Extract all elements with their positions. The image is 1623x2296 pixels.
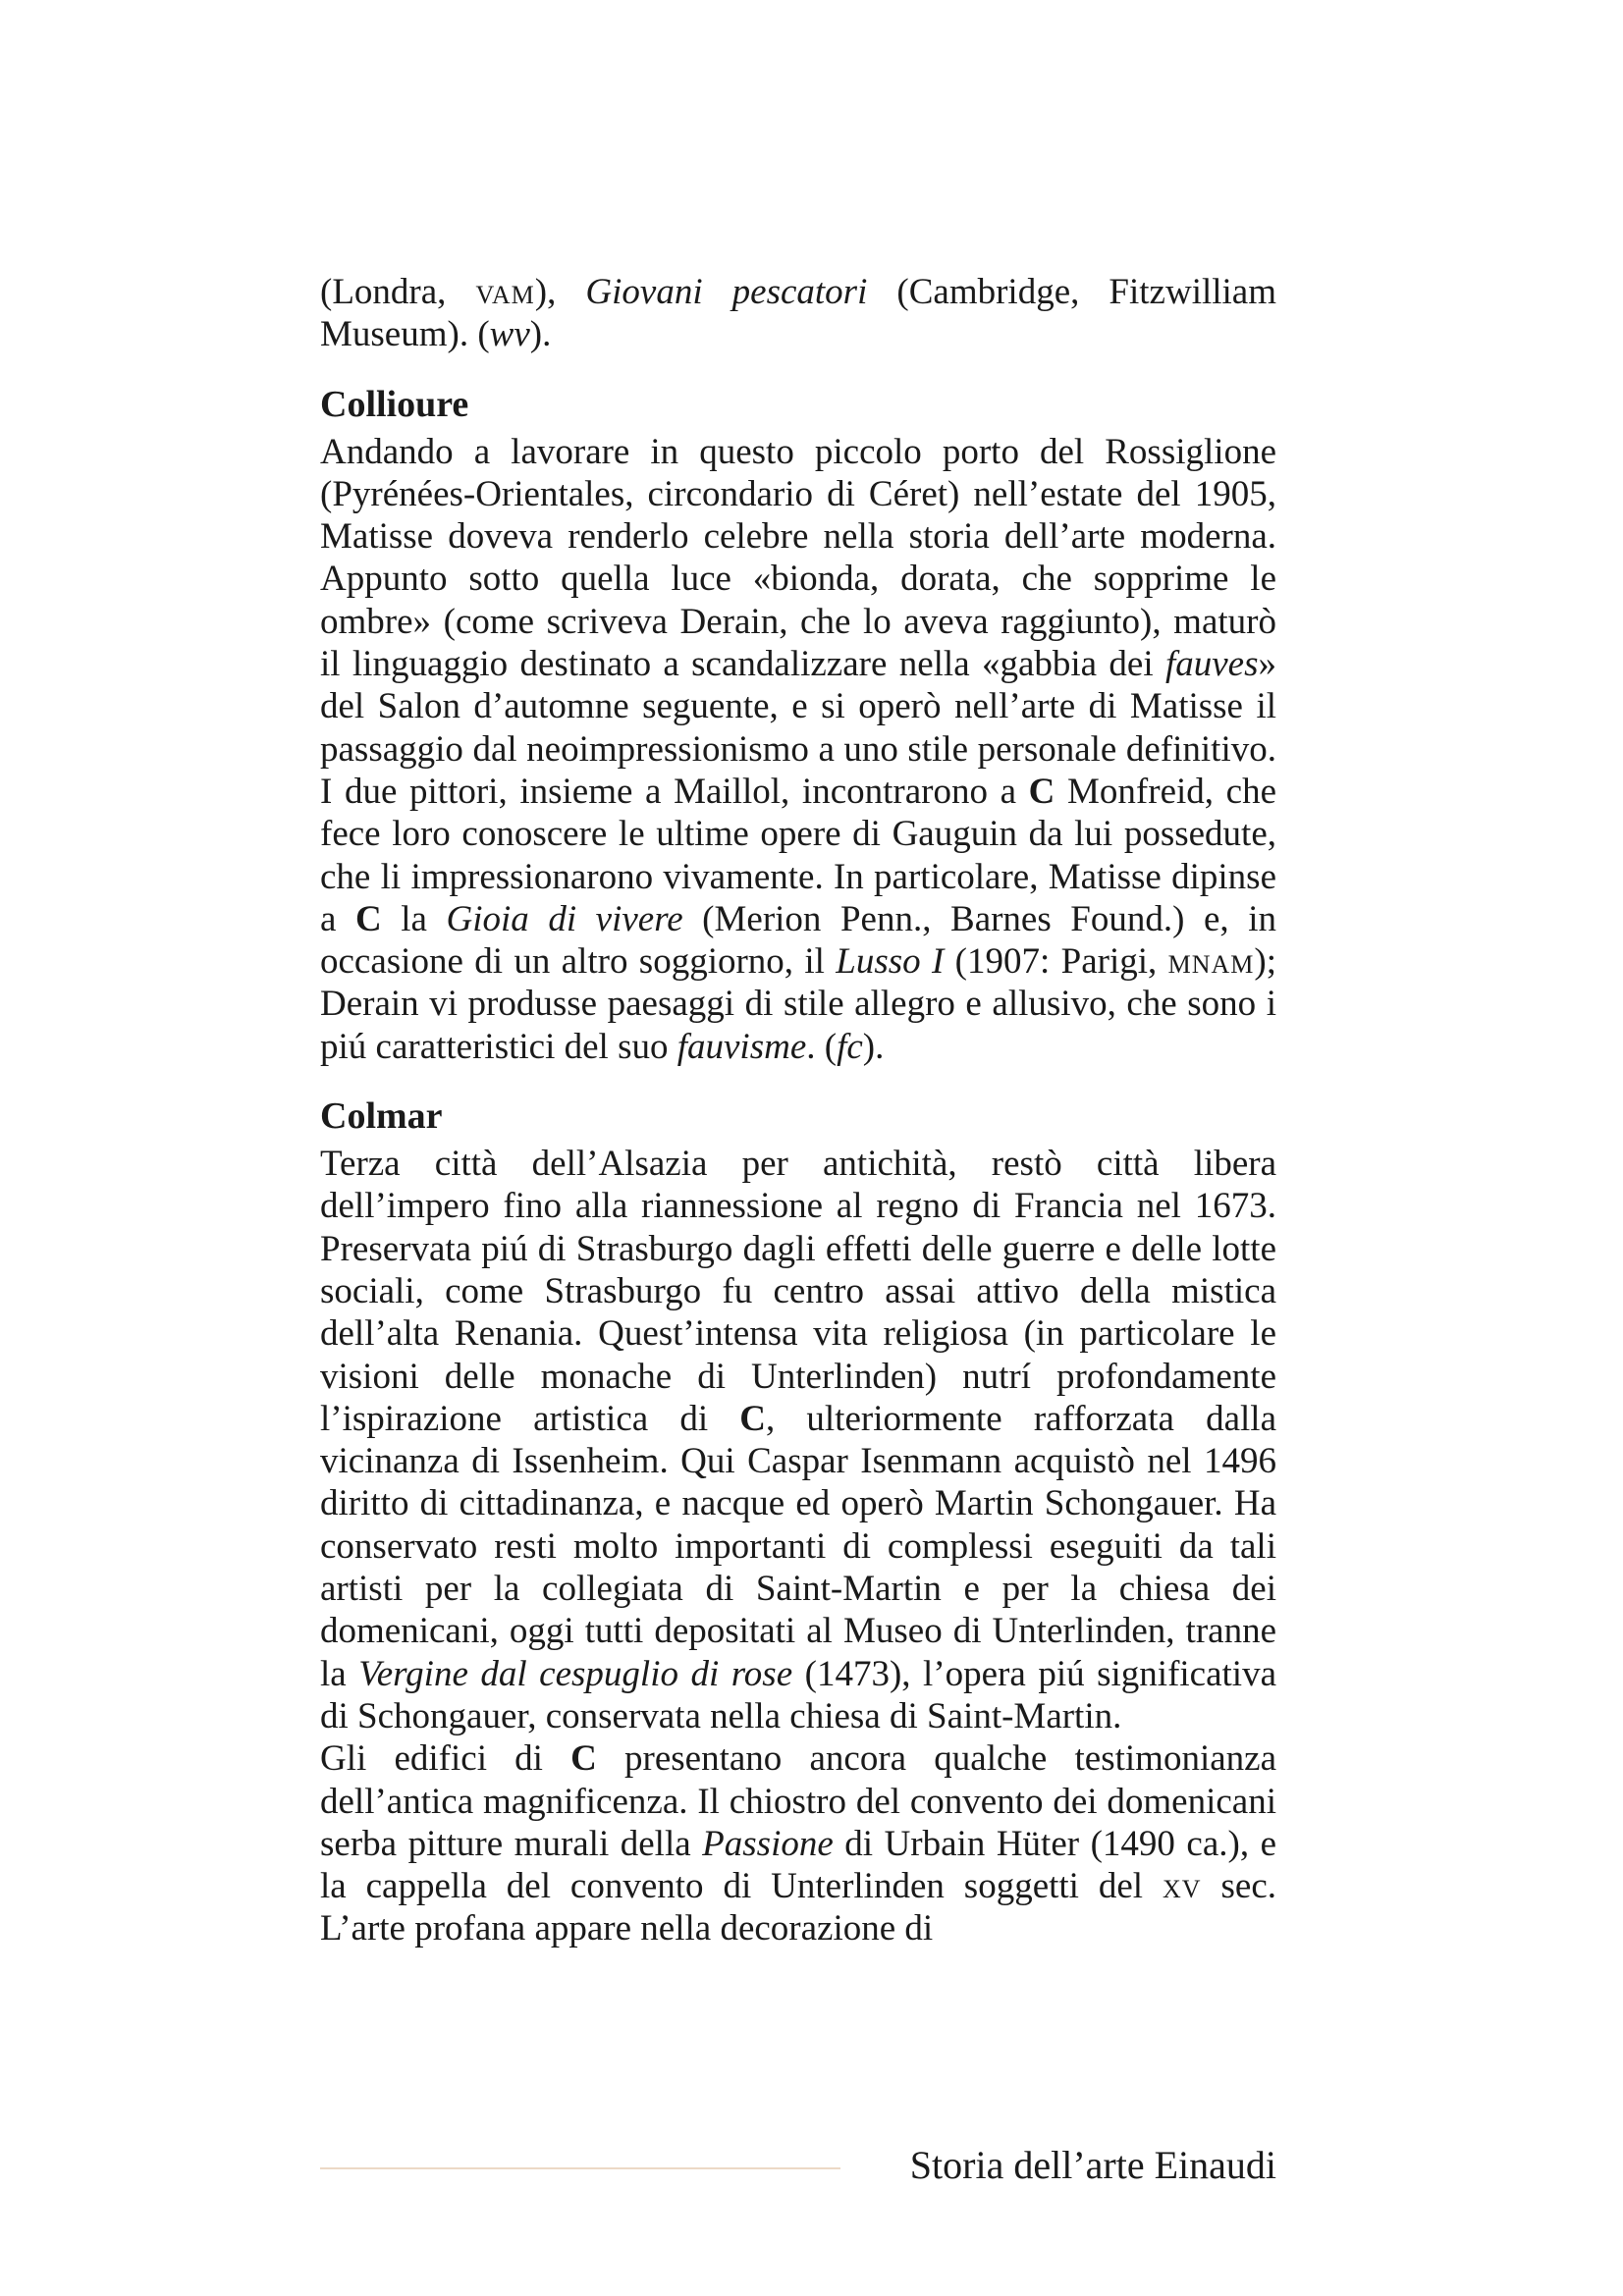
page-footer	[320, 2140, 1276, 2199]
entry-body-collioure: Andando a lavorare in questo piccolo porto del Rossiglione (Pyrénées-Orientales, circondario di Céret) nell’estate del 1905, Matisse doveva renderlo celebre nella storia dell’arte moderna. Appunto sotto quella luce «bionda, dorata, che sopprime le ombre» (come scriveva Derain, che lo aveva raggiunto), maturò il linguaggio destinato a scandalizzare nella «gabbia dei fauves» del Salon d’automne seguente, e si operò nell’arte di Matisse il passaggio dal neoimpressionismo a uno stile personale definitivo. I due pittori, insieme a Maillol, incontrarono a C Monfreid, che fece loro conoscere le ultime opere di Gauguin da lui possedute, che li impressionarono vivamente. In particolare, Matisse dipinse a C la Gioia di vivere (Merion Penn., Barnes Found.) e, in occasione di un altro soggiorno, il Lusso I (1907: Parigi, mnam); Derain vi produsse paesaggi di stile allegro e allusivo, che sono i piú caratteristici del suo fauvisme. (fc).	[320, 431, 1276, 1067]
entry-body-colmar: Terza città dell’Alsazia per antichità, restò città libera dell’impero fino alla riannessione al regno di Francia nel 1673. Preservata piú di Strasburgo dagli effetti delle guerre e delle lotte sociali, come Strasburgo fu centro assai attivo della mistica dell’alta Renania. Quest’intensa vita religiosa (in particolare le visioni delle monache di Unterlinden) nutrí profondamente l’ispirazione artistica di C, ulteriormente rafforzata dalla vicinanza di Issenheim. Qui Caspar Isenmann acquistò nel 1496 diritto di cittadinanza, e nacque ed operò Martin Schongauer. Ha conservato resti molto importanti di complessi eseguiti da tali artisti per la collegiata di Saint-Martin e per la chiesa dei domenicani, oggi tutti depositati al Museo di Unterlinden, tranne la Vergine dal cespuglio di rose (1473), l’opera piú significativa di Schongauer, conservata nella chiesa di Saint-Martin.	[320, 1144, 1276, 1736]
entry-heading-colmar: Colmar	[320, 1095, 443, 1138]
term-italic: fauvisme	[676, 1026, 807, 1067]
article-column	[320, 271, 1276, 1950]
footer-publication-title: Storia dell’arte Einaudi	[909, 2143, 1276, 2187]
artwork-title: Gioia di vivere	[446, 898, 683, 939]
artwork-title: Lusso I	[836, 941, 945, 983]
continuation-paragraph: (Londra, vam), Giovani pescatori (Cambridge, Fitzwilliam Museum). (wv).	[320, 272, 1277, 355]
entry-heading-collioure: Collioure	[320, 383, 469, 425]
artwork-title: Passione	[702, 1823, 834, 1864]
artwork-title: Giovani pescatori	[585, 272, 868, 312]
entry-abbreviation: C	[354, 898, 382, 939]
term-italic: fauves	[1164, 644, 1259, 685]
entry-abbreviation: C	[1028, 771, 1055, 812]
century-numeral: xv	[1163, 1866, 1202, 1907]
footer-rule	[320, 2167, 840, 2169]
entry-abbreviation: C	[570, 1738, 597, 1780]
artwork-title: Vergine dal cespuglio di rose	[358, 1653, 793, 1694]
author-initials: fc	[837, 1026, 863, 1067]
museum-abbreviation: mnam	[1167, 941, 1255, 983]
entry-body-colmar-paragraph-2: Gli edifici di C presentano ancora qualche testimonianza dell’antica magnificenza. Il chiostro del convento dei domenicani serba pitture murali della Passione di Urbain Hüter (1490 ca.), e la cappella del convento di Unterlinden soggetti del xv sec. L’arte profana appare nella decorazione di	[320, 1738, 1276, 1949]
museum-abbreviation: vam	[475, 272, 535, 312]
entry-abbreviation: C	[739, 1398, 766, 1439]
author-initials: wv	[489, 314, 530, 355]
